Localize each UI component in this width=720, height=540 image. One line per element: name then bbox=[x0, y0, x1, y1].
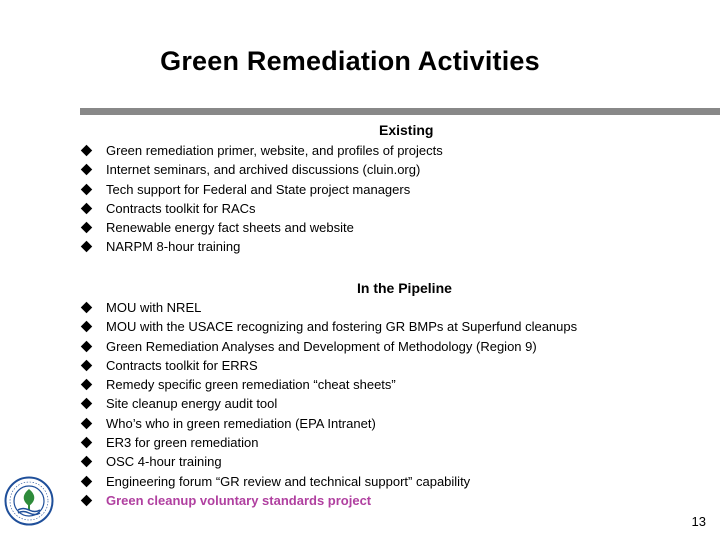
list-item-text: Engineering forum “GR review and technical support” capability bbox=[106, 473, 471, 489]
existing-list bbox=[82, 141, 443, 257]
list-item bbox=[82, 491, 577, 510]
diamond-bullet-icon bbox=[81, 183, 92, 194]
diamond-bullet-icon bbox=[81, 164, 92, 175]
diamond-bullet-icon bbox=[81, 495, 92, 506]
list-item-text: Renewable energy fact sheets and website bbox=[106, 220, 354, 236]
diamond-bullet-icon bbox=[81, 360, 92, 371]
list-item-text: MOU with the USACE recognizing and fostering GR BMPs at Superfund cleanups bbox=[106, 319, 578, 335]
list-item-text: Site cleanup energy audit tool bbox=[106, 396, 278, 412]
existing-heading: Existing bbox=[379, 122, 434, 138]
list-item-text: ER3 for green remediation bbox=[106, 435, 259, 451]
diamond-bullet-icon bbox=[81, 418, 92, 429]
list-item bbox=[82, 317, 577, 336]
list-item-text: Green remediation primer, website, and profiles of projects bbox=[106, 143, 443, 158]
slide-title: Green Remediation Activities bbox=[160, 46, 540, 76]
title-divider bbox=[80, 108, 720, 115]
list-item-text: Remedy specific green remediation “cheat sheets” bbox=[106, 377, 396, 393]
list-item-text: Green Remediation Analyses and Development of Methodology (Region 9) bbox=[106, 338, 537, 354]
list-item-text: Green cleanup voluntary standards project bbox=[106, 492, 372, 508]
list-item bbox=[82, 141, 443, 160]
list-item-text: Tech support for Federal and State project managers bbox=[106, 181, 411, 197]
diamond-bullet-icon bbox=[81, 475, 92, 486]
list-item bbox=[82, 337, 577, 356]
list-item bbox=[82, 160, 443, 179]
list-item bbox=[82, 414, 577, 433]
diamond-bullet-icon bbox=[81, 398, 92, 409]
pipeline-heading: In the Pipeline bbox=[357, 280, 452, 296]
diamond-bullet-icon bbox=[81, 145, 92, 156]
list-item bbox=[82, 298, 577, 317]
list-item bbox=[82, 394, 577, 413]
diamond-bullet-icon bbox=[81, 222, 92, 233]
diamond-bullet-icon bbox=[81, 321, 92, 332]
diamond-bullet-icon bbox=[81, 302, 92, 313]
list-item-text: Who’s who in green remediation (EPA Intranet) bbox=[106, 415, 376, 431]
list-item bbox=[82, 452, 577, 471]
list-item bbox=[82, 356, 577, 375]
list-item-text: NARPM 8-hour training bbox=[106, 239, 241, 255]
epa-seal-icon bbox=[4, 476, 54, 526]
diamond-bullet-icon bbox=[81, 437, 92, 448]
diamond-bullet-icon bbox=[81, 379, 92, 390]
list-item-text: Contracts toolkit for ERRS bbox=[106, 357, 258, 373]
list-item-text: MOU with NREL bbox=[106, 300, 202, 315]
list-item-text: Internet seminars, and archived discussions (cluin.org) bbox=[106, 162, 421, 178]
pipeline-list bbox=[82, 298, 577, 510]
list-item bbox=[82, 375, 577, 394]
diamond-bullet-icon bbox=[81, 456, 92, 467]
list-item bbox=[82, 180, 443, 199]
diamond-bullet-icon bbox=[81, 340, 92, 351]
list-item bbox=[82, 218, 443, 237]
page-number: 13 bbox=[691, 514, 706, 529]
list-item bbox=[82, 199, 443, 218]
list-item bbox=[82, 472, 577, 491]
list-item-text: Contracts toolkit for RACs bbox=[106, 200, 256, 216]
diamond-bullet-icon bbox=[81, 203, 92, 214]
list-item-text: OSC 4-hour training bbox=[106, 454, 222, 470]
diamond-bullet-icon bbox=[81, 241, 92, 252]
list-item bbox=[82, 433, 577, 452]
list-item bbox=[82, 237, 443, 256]
